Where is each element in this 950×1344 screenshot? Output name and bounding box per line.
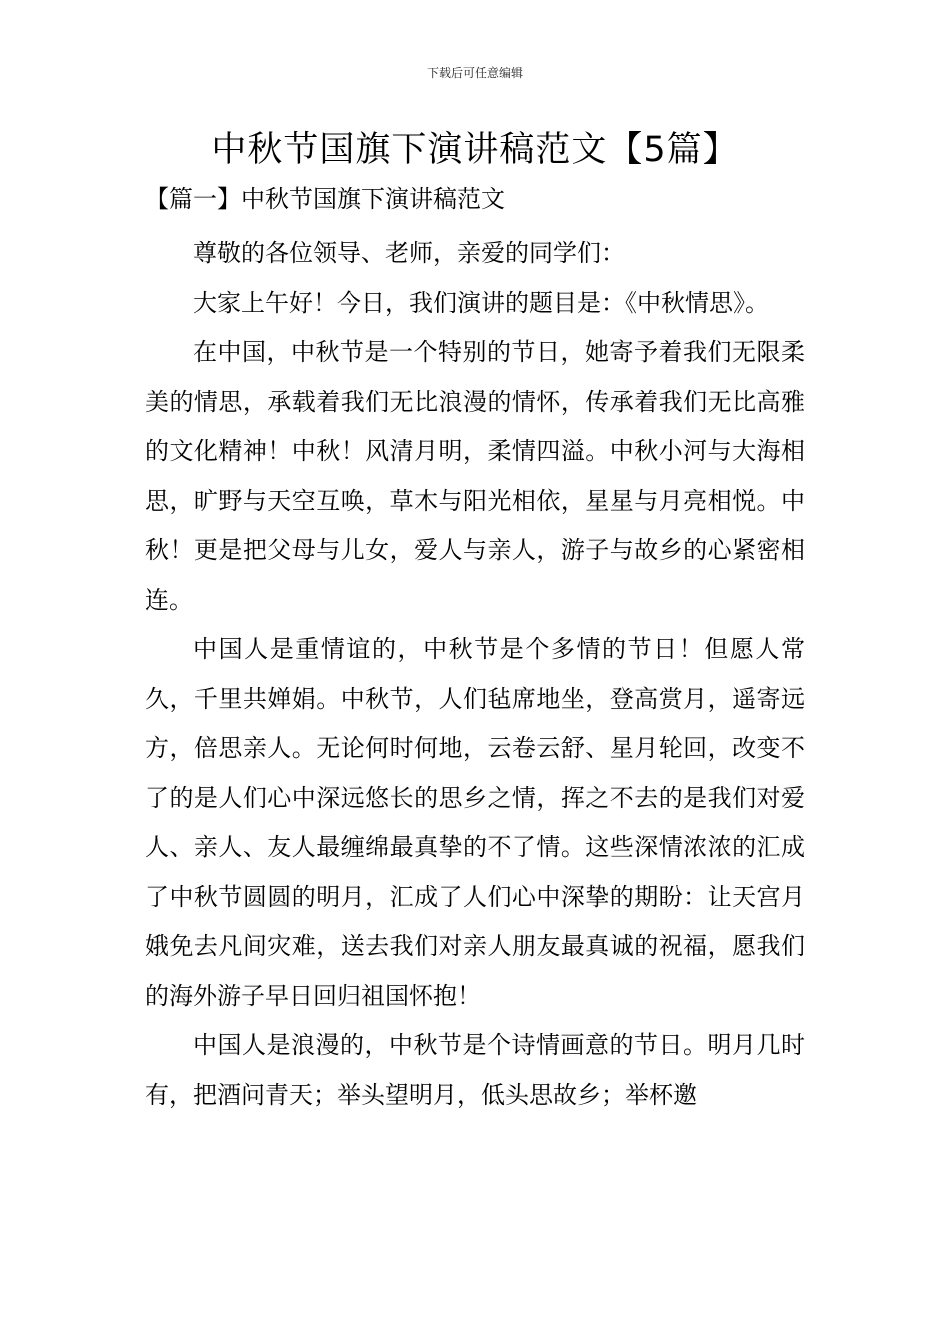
header-note: 下载后可任意编辑 [426,66,523,80]
paragraph-salutation: 尊敬的各位领导、老师，亲爱的同学们： [193,239,625,267]
body-text [145,229,805,1120]
paragraph-greeting: 大家上午好！今日，我们演讲的题目是：《中秋情思》。 [193,288,769,317]
paragraph-body: 在中国，中秋节是一个特别的节日，她寄予着我们无限柔美的情思，承载着我们无比浪漫的情怀，传承着我们无比高雅的文化精神！中秋！风清月明，柔情四溢。中秋小河与大海相思，旷野与天空互唤，草木与阳光相依，星星与月亮相悦。中秋！更是把父母与儿女，爱人与亲人，游子与故乡的心紧密相连。 [145,338,805,614]
paragraph-body: 中国人是重情谊的，中秋节是个多情的节日！但愿人常久，千里共婵娟。中秋节，人们毡席地坐，登高赏月，遥寄远方，倍思亲人。无论何时何地，云卷云舒、星月轮回，改变不了的是人们心中深远悠长的思乡之情，挥之不去的是我们对爱人、亲人、友人最缠绵最真挚的不了情。这些深情浓浓的汇成了中秋节圆圆的明月，汇成了人们心中深挚的期盼：让天宫月娥免去凡间灾难，送去我们对亲人朋友最真诚的祝福，愿我们的海外游子早日回归祖国怀抱！ [145,635,805,1010]
document-title: 中秋节国旗下演讲稿范文【5篇】 [211,130,739,170]
section-heading: 【篇一】中秋节国旗下演讲稿范文 [145,185,505,213]
paragraph-body: 中国人是浪漫的，中秋节是个诗情画意的节日。明月几时有，把酒问青天；举头望明月，低头思故乡；举杯邀 [145,1031,805,1109]
